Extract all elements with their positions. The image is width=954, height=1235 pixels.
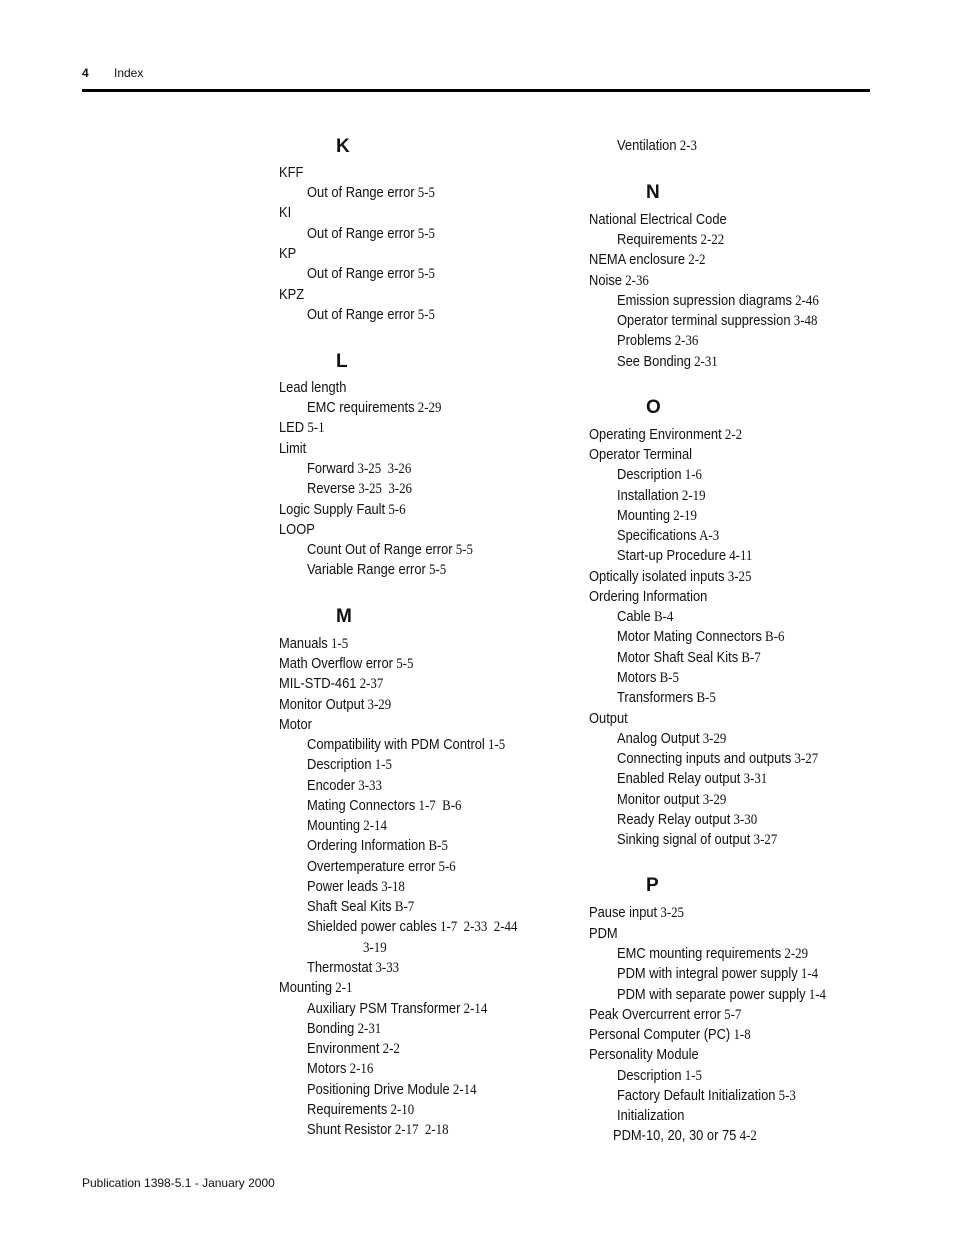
index-subentry <box>307 918 517 936</box>
index-entry <box>279 204 291 222</box>
index-term: Pause input <box>589 904 658 921</box>
index-term: PDM with integral power supply <box>617 965 798 982</box>
index-subentry <box>307 184 435 202</box>
page-reference: 3-25 <box>657 905 685 921</box>
index-term: Output <box>589 710 628 727</box>
page-reference: 2-1 <box>332 980 353 996</box>
page-reference: 1-4 <box>805 987 826 1003</box>
index-subentry <box>307 959 399 977</box>
index-term: PDM with separate power supply <box>617 986 806 1003</box>
index-term: Ordering Information <box>307 837 426 854</box>
index-subentry <box>307 306 435 324</box>
index-subentry <box>307 399 441 417</box>
index-term: Power leads <box>307 878 378 895</box>
index-term: Factory Default Initialization <box>617 1087 776 1104</box>
index-subentry <box>617 608 673 626</box>
index-subentry <box>617 507 697 525</box>
index-term: Thermostat <box>307 959 373 976</box>
page-reference: B-5 <box>693 690 716 706</box>
index-term: KPZ <box>279 286 305 303</box>
index-term: Specifications <box>617 527 697 544</box>
index-term: PDM <box>589 925 618 942</box>
page-reference: 2-29 <box>781 946 809 962</box>
page-reference: 1-7 B-6 <box>415 798 462 814</box>
index-entry <box>279 419 325 437</box>
index-term: Emission supression diagrams <box>617 292 792 309</box>
page-reference: 5-5 <box>414 266 435 282</box>
index-subentry <box>617 1107 684 1125</box>
index-term: Manuals <box>279 635 328 652</box>
index-term: Problems <box>617 332 672 349</box>
index-subentry <box>617 292 819 310</box>
page-reference: 5-5 <box>425 562 447 578</box>
index-term: Motor Mating Connectors <box>617 628 762 645</box>
index-term: Motor Shaft Seal Kits <box>617 649 739 666</box>
index-term: Start-up Procedure <box>617 547 726 564</box>
page-reference: 5-3 <box>775 1088 796 1104</box>
index-subentry <box>307 736 505 754</box>
page-reference: B-4 <box>650 609 674 625</box>
index-entry <box>279 635 348 653</box>
index-entry <box>589 925 618 943</box>
index-term: KI <box>279 204 292 221</box>
index-entry <box>279 286 304 304</box>
index-subentry <box>617 1067 702 1085</box>
page-reference: 2-22 <box>697 232 725 248</box>
index-term: KP <box>279 245 297 262</box>
index-term: Limit <box>279 440 307 457</box>
page-reference: 2-10 <box>387 1102 415 1118</box>
index-subentry <box>307 561 446 579</box>
index-subentry <box>307 225 435 243</box>
index-term: Installation <box>617 487 679 504</box>
page-reference: 2-17 2-18 <box>391 1122 449 1138</box>
index-term: MIL-STD-461 <box>279 675 357 692</box>
index-term: Requirements <box>307 1101 388 1118</box>
page-reference: 3-48 <box>790 313 818 329</box>
index-subentry <box>617 730 726 748</box>
page-reference: 3-25 <box>724 569 752 585</box>
index-entry <box>589 211 727 229</box>
index-subentry <box>617 332 698 350</box>
index-term: Cable <box>617 608 651 625</box>
publication-footer: Publication 1398-5.1 - January 2000 <box>82 1176 275 1190</box>
index-term: Description <box>617 466 682 483</box>
index-term: Optically isolated inputs <box>589 568 725 585</box>
page-reference: B-5 <box>656 670 680 686</box>
page-reference: 5-7 <box>720 1007 742 1023</box>
index-term: Out of Range error <box>307 225 415 242</box>
page-reference: 4-2 <box>736 1128 757 1144</box>
index-entry <box>279 501 406 519</box>
index-term: Auxiliary PSM Transformer <box>307 1000 461 1017</box>
page-reference: 4-11 <box>725 548 753 564</box>
page-reference: 2-2 <box>685 252 706 268</box>
index-subentry <box>617 547 752 565</box>
index-entry <box>589 426 742 444</box>
page-reference: 5-5 <box>414 185 435 201</box>
page-reference: 2-31 <box>690 354 718 370</box>
index-term: Environment <box>307 1040 380 1057</box>
index-entry <box>279 379 346 397</box>
index-subentry <box>617 649 761 667</box>
index-entry <box>279 164 303 182</box>
index-term: EMC requirements <box>307 399 415 416</box>
index-entry <box>589 904 684 922</box>
page-reference: 3-25 3-26 <box>354 461 412 477</box>
index-subentry <box>307 858 456 876</box>
index-section-letter: N <box>646 182 660 203</box>
index-subentry <box>617 770 767 788</box>
page-reference: 2-36 <box>671 333 699 349</box>
index-term: Out of Range error <box>307 265 415 282</box>
index-subentry <box>307 1121 449 1139</box>
page-reference: 5-5 <box>392 656 414 672</box>
index-term: Enabled Relay output <box>617 770 741 787</box>
page-reference: 3-27 <box>791 751 819 767</box>
index-term: Mounting <box>307 817 361 834</box>
index-term: Shunt Resistor <box>307 1121 392 1138</box>
page-reference: B-7 <box>391 899 415 915</box>
index-entry <box>279 521 315 539</box>
index-entry <box>589 1046 699 1064</box>
index-term: Description <box>307 756 372 773</box>
index-term: Motor <box>279 716 312 733</box>
index-term: Analog Output <box>617 730 700 747</box>
index-term: Personality Module <box>589 1046 699 1063</box>
index-subentry <box>617 527 719 545</box>
index-entry <box>589 588 707 606</box>
index-section-letter: L <box>336 351 348 372</box>
index-subentry <box>617 466 702 484</box>
index-section-letter: P <box>646 875 659 896</box>
index-term: Variable Range error <box>307 561 426 578</box>
index-term: National Electrical Code <box>589 211 727 228</box>
page-reference: 2-14 <box>360 818 387 834</box>
index-term: Connecting inputs and outputs <box>617 750 792 767</box>
page-reference: 2-3 <box>676 138 697 154</box>
index-entry <box>589 446 692 464</box>
running-header-title: Index <box>114 66 144 80</box>
page-reference: 5-5 <box>414 226 435 242</box>
index-term: EMC mounting requirements <box>617 945 782 962</box>
index-term: Description <box>617 1067 682 1084</box>
index-term: Ventilation <box>617 137 677 154</box>
index-term: LED <box>279 419 305 436</box>
index-term: LOOP <box>279 521 315 538</box>
index-term: Motors <box>307 1060 347 1077</box>
index-entry <box>279 716 312 734</box>
index-term: Mounting <box>617 507 671 524</box>
index-subentry <box>617 1087 796 1105</box>
index-subentry <box>307 777 382 795</box>
page-reference: B-5 <box>425 838 448 854</box>
index-entry <box>589 568 751 586</box>
page-reference: 2-29 <box>414 400 442 416</box>
index-subentry <box>617 628 784 646</box>
page-reference: A-3 <box>696 528 720 544</box>
index-term: Operating Environment <box>589 426 722 443</box>
page-number: 4 <box>82 66 89 80</box>
page-reference: 3-29 <box>699 792 727 808</box>
index-term: Operator Terminal <box>589 446 693 463</box>
index-term: Mating Connectors <box>307 797 416 814</box>
index-term: Out of Range error <box>307 306 415 323</box>
index-term: Lead length <box>279 379 347 396</box>
page-reference: 3-29 <box>699 731 727 747</box>
index-entry <box>279 675 383 693</box>
index-term: Count Out of Range error <box>307 541 453 558</box>
page-reference: 5-6 <box>385 502 406 518</box>
page-reference: 3-33 <box>355 778 382 794</box>
index-term: Mounting <box>279 979 333 996</box>
page-reference: 3-29 <box>364 697 392 713</box>
index-term: NEMA enclosure <box>589 251 686 268</box>
index-term: Peak Overcurrent error <box>589 1006 721 1023</box>
page-reference: 5-6 <box>435 859 456 875</box>
page-reference: 1-5 <box>484 737 506 753</box>
index-subentry <box>307 1081 477 1099</box>
index-subentry <box>617 487 706 505</box>
index-term: Shaft Seal Kits <box>307 898 392 915</box>
page-reference: 1-8 <box>730 1027 751 1043</box>
index-subentry <box>617 811 757 829</box>
index-subentry <box>617 831 777 849</box>
index-subentry <box>307 797 462 815</box>
index-term: Requirements <box>617 231 698 248</box>
index-subentry <box>307 1000 487 1018</box>
page-reference: 1-5 <box>681 1068 702 1084</box>
index-subentry <box>307 898 414 916</box>
index-subentry <box>617 353 718 371</box>
index-term: Noise <box>589 272 622 289</box>
page-reference: 5-5 <box>414 307 435 323</box>
index-subentry <box>617 750 818 768</box>
page-reference: B-6 <box>761 629 785 645</box>
index-term: Motors <box>617 669 657 686</box>
page-reference: 2-2 <box>379 1041 400 1057</box>
index-subentry <box>617 945 808 963</box>
index-section-letter: M <box>336 606 352 627</box>
index-subentry <box>617 312 817 330</box>
index-subentry <box>617 965 818 983</box>
header-rule <box>82 89 870 92</box>
index-term: Compatibility with PDM Control <box>307 736 485 753</box>
index-entry <box>279 696 391 714</box>
index-section-letter: K <box>336 136 350 157</box>
page-reference: 2-46 <box>791 293 819 309</box>
index-subentry <box>307 1040 400 1058</box>
index-subentry <box>307 1020 381 1038</box>
index-section-letter: O <box>646 397 661 418</box>
index-subentry <box>617 791 726 809</box>
index-term: Shielded power cables <box>307 918 437 935</box>
index-entry <box>589 1006 741 1024</box>
index-subentry <box>307 817 387 835</box>
index-subentry <box>307 837 448 855</box>
index-subentry <box>307 265 435 283</box>
page-reference: 5-5 <box>452 542 473 558</box>
index-term: Bonding <box>307 1020 355 1037</box>
index-entry <box>589 1026 751 1044</box>
page-reference: 3-30 <box>730 812 758 828</box>
page-reference: 5-1 <box>304 420 325 436</box>
index-term: Reverse <box>307 480 356 497</box>
index-term: Transformers <box>617 689 694 706</box>
index-term: PDM-10, 20, 30 or 75 <box>613 1127 737 1144</box>
index-subentry <box>307 878 405 896</box>
page-reference: 1-6 <box>681 467 702 483</box>
index-term: Personal Computer (PC) <box>589 1026 731 1043</box>
index-entry <box>279 979 353 997</box>
index-term: Ready Relay output <box>617 811 731 828</box>
page-reference: 3-33 <box>372 960 400 976</box>
page-reference: 3-27 <box>750 832 778 848</box>
index-entry <box>279 245 296 263</box>
page-reference: 1-4 <box>797 966 819 982</box>
page-reference: 2-14 <box>460 1001 488 1017</box>
index-term: Monitor Output <box>279 696 365 713</box>
index-term: Encoder <box>307 777 356 794</box>
index-entry <box>279 440 306 458</box>
index-subentry <box>617 986 826 1004</box>
index-term: Monitor output <box>617 791 700 808</box>
page-reference: 3-31 <box>740 771 768 787</box>
index-term: Forward <box>307 460 355 477</box>
index-subentry <box>307 460 411 478</box>
page-reference: 2-19 <box>670 508 697 524</box>
index-term: Ordering Information <box>589 588 708 605</box>
page-reference: 2-37 <box>356 676 384 692</box>
index-term: Out of Range error <box>307 184 415 201</box>
index-subentry <box>613 1127 757 1145</box>
index-subentry <box>617 231 724 249</box>
index-term: Initialization <box>617 1107 685 1124</box>
index-subentry <box>617 689 716 707</box>
page-reference: 2-14 <box>449 1082 477 1098</box>
page-reference: 3-25 3-26 <box>355 481 413 497</box>
index-subentry <box>617 137 697 155</box>
index-term: Overtemperature error <box>307 858 436 875</box>
index-subentry <box>307 1101 414 1119</box>
index-term: Positioning Drive Module <box>307 1081 450 1098</box>
index-term: Math Overflow error <box>279 655 393 672</box>
page-reference: 2-31 <box>354 1021 382 1037</box>
index-term: See Bonding <box>617 353 691 370</box>
index-entry <box>589 272 649 290</box>
index-term: Logic Supply Fault <box>279 501 386 518</box>
page-reference: 2-2 <box>721 427 743 443</box>
page-reference: 2-16 <box>346 1061 374 1077</box>
page-reference: 2-19 <box>678 488 706 504</box>
page-reference: 3-18 <box>377 879 405 895</box>
index-subentry <box>363 939 387 957</box>
page-reference: 2-36 <box>621 273 649 289</box>
page-reference: 1-7 2-33 2-44 <box>436 919 518 935</box>
index-subentry <box>307 541 473 559</box>
page-reference: 3-19 <box>363 940 387 956</box>
index-subentry <box>307 756 392 774</box>
index-subentry <box>307 1060 373 1078</box>
page-reference: 1-5 <box>327 636 349 652</box>
index-term: KFF <box>279 164 304 181</box>
index-entry <box>589 710 628 728</box>
index-entry <box>589 251 706 269</box>
index-entry <box>279 655 413 673</box>
index-subentry <box>617 669 679 687</box>
index-subentry <box>307 480 412 498</box>
index-term: Operator terminal suppression <box>617 312 791 329</box>
page-reference: B-7 <box>738 650 761 666</box>
index-term: Sinking signal of output <box>617 831 751 848</box>
page-reference: 1-5 <box>371 757 392 773</box>
